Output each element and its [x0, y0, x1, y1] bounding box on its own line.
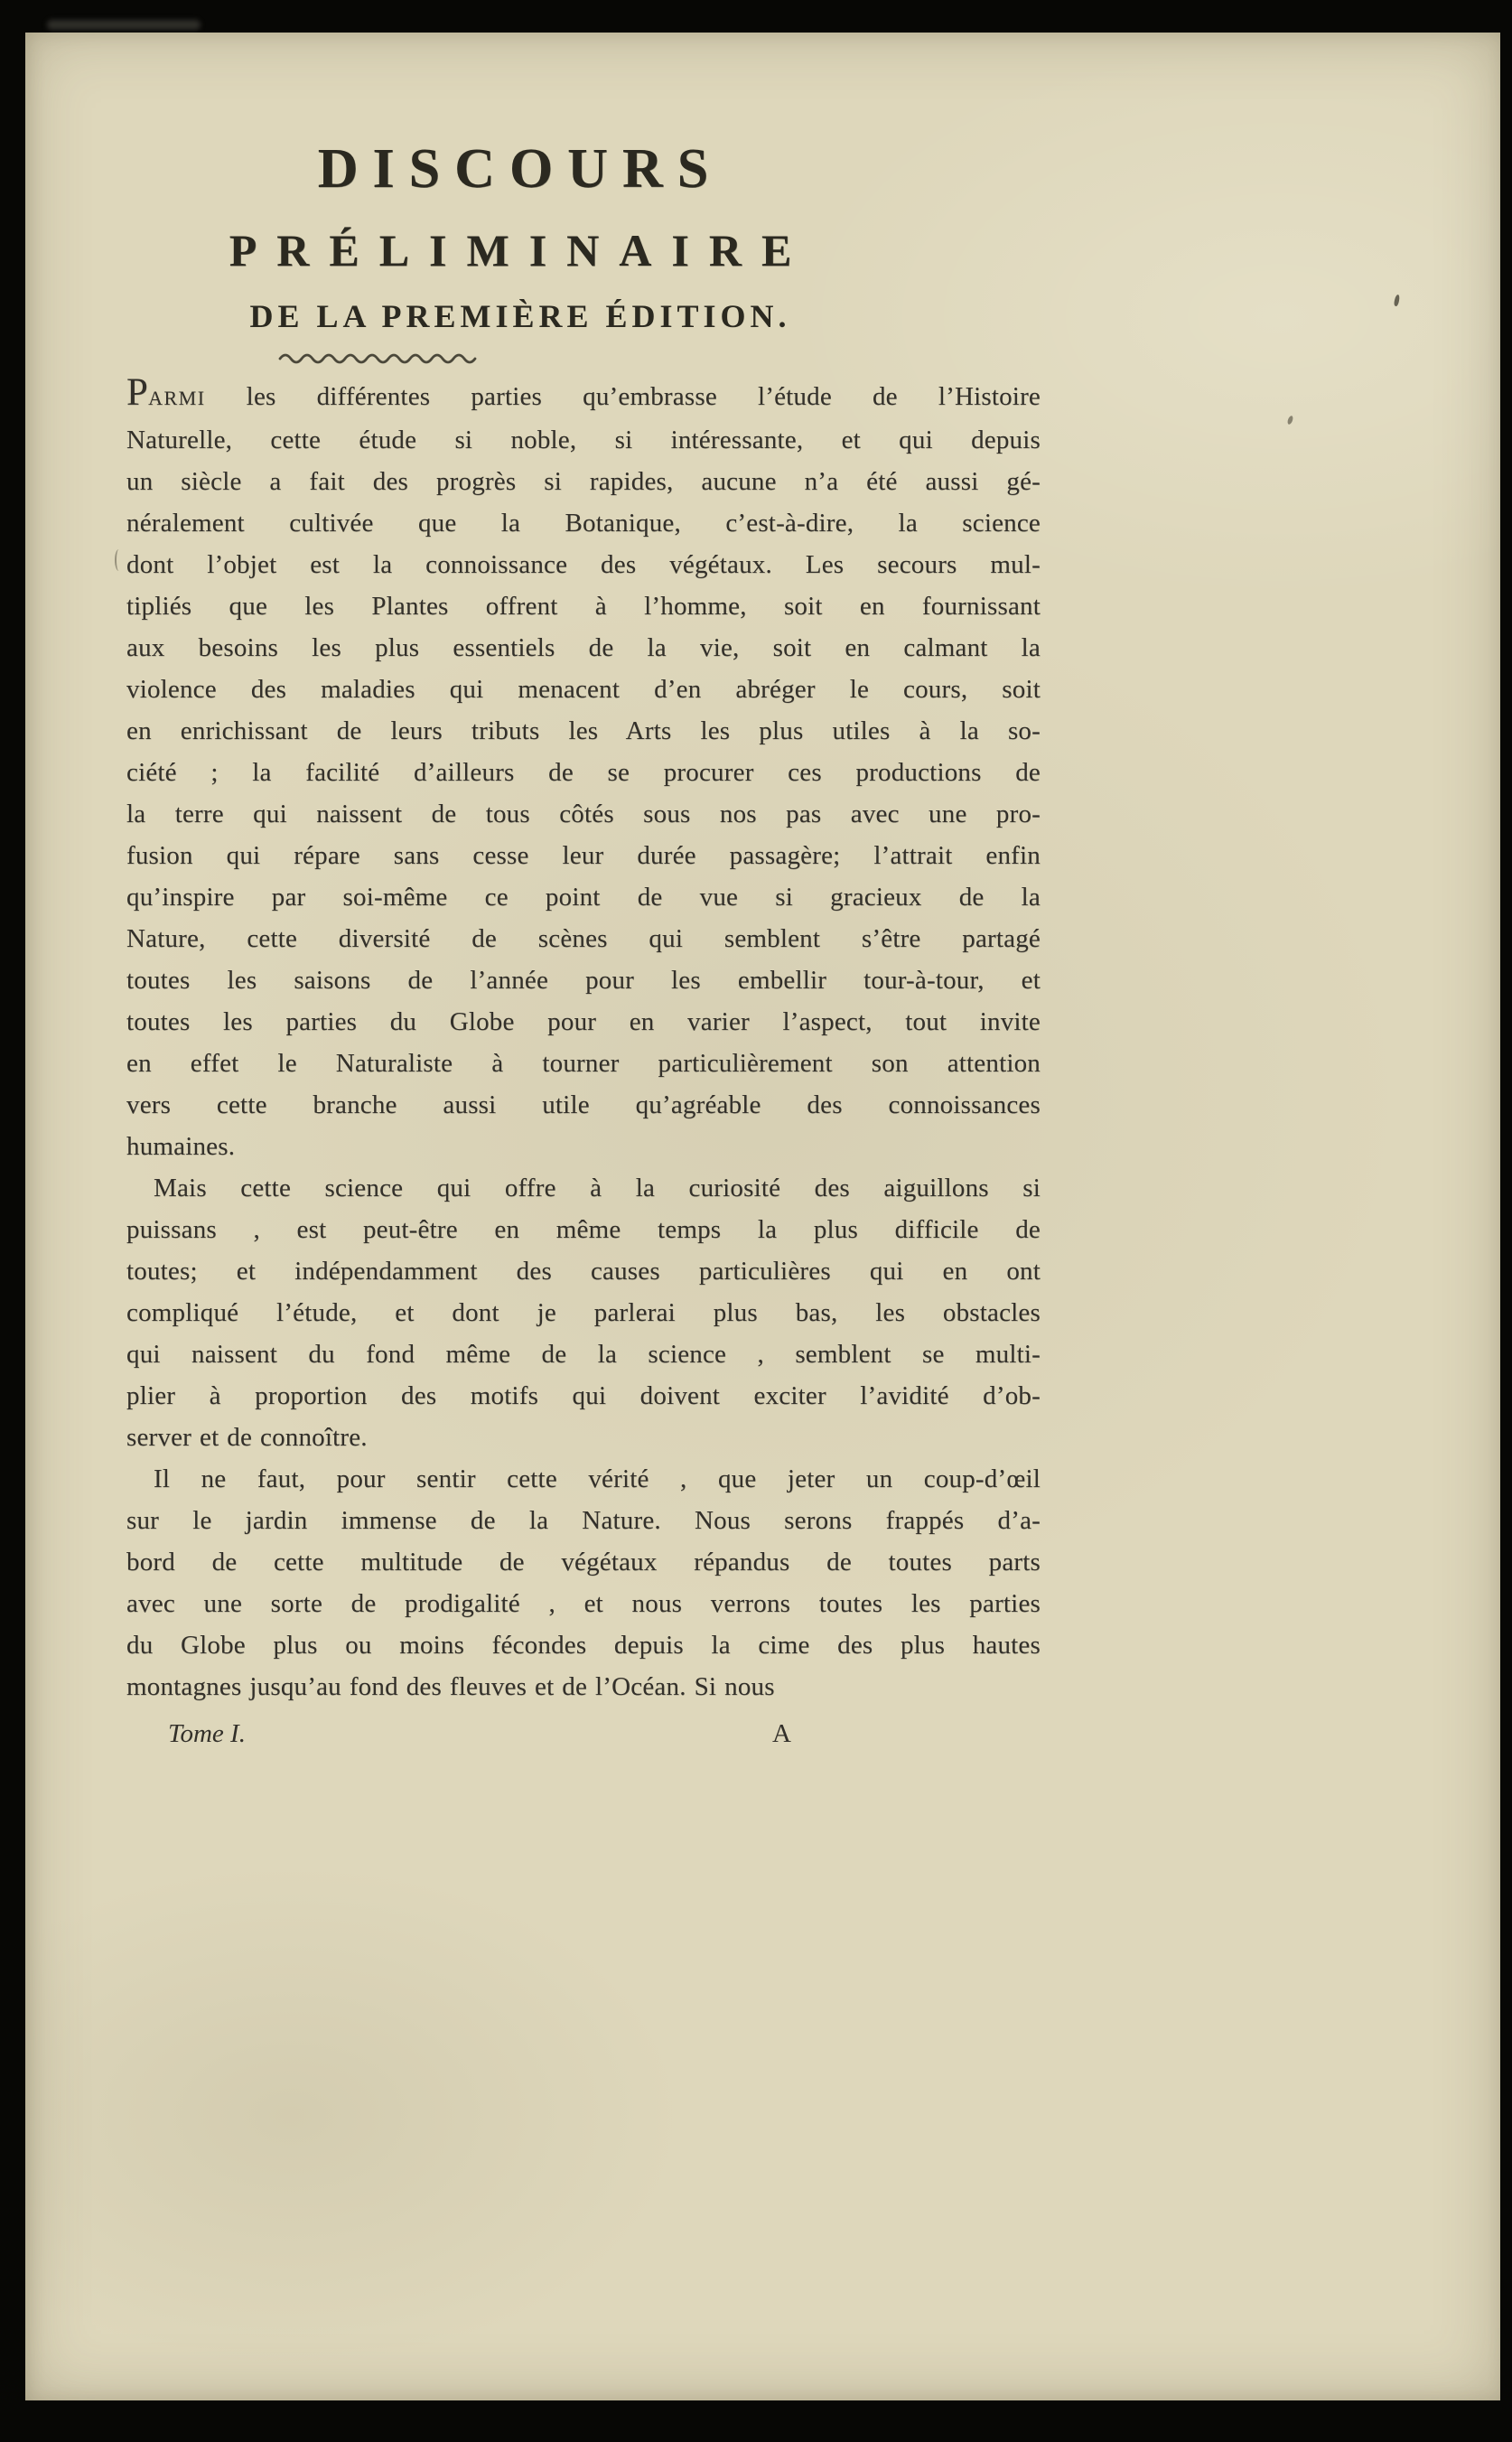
page-title: DISCOURS [317, 138, 723, 200]
page-footer [126, 1713, 1041, 1756]
text-line: aux besoins les plus essentiels de la vie, soit en calmant la [126, 633, 1041, 662]
text-line: un siècle a fait des progrès si rapides, aucune n’a été aussi gé- [126, 467, 1041, 496]
text-line: toutes les saisons de l’année pour les embellir tour-à-tour, et [126, 966, 1041, 995]
scan-smudge [47, 20, 201, 30]
text-line: puissans , est peut-être en même temps la plus difficile de [126, 1215, 1041, 1244]
text-line: Mais cette science qui offre à la curiosité des aiguillons si [154, 1174, 1041, 1202]
signature-mark: A [772, 1719, 791, 1748]
ink-speck [1286, 415, 1293, 425]
paragraph-lines [126, 419, 1041, 1167]
text-line: en effet le Naturaliste à tourner particulièrement son attention [126, 1049, 1041, 1078]
body-text [126, 376, 1041, 1708]
book-page [25, 33, 1500, 2400]
ink-speck [1394, 295, 1401, 307]
text-block [126, 33, 1041, 1756]
text-line: dont l’objet est la connoissance des végétaux. Les secours mul- [126, 550, 1041, 579]
text-line: qu’inspire par soi-même ce point de vue si gracieux de la [126, 883, 1041, 912]
paragraph [126, 1458, 1041, 1708]
small-caps-word: ARMI [148, 387, 206, 409]
text-line: toutes; et indépendamment des causes particulières qui en ont [126, 1257, 1041, 1286]
text-line: en enrichissant de leurs tributs les Arts les plus utiles à la so- [126, 716, 1041, 745]
text-line: du Globe plus ou moins fécondes depuis la cime des plus hautes [126, 1631, 1041, 1660]
text-line: avec une sorte de prodigalité , et nous verrons toutes les parties [126, 1589, 1041, 1618]
text-line: montagnes jusqu’au fond des fleuves et de l’Océan. Si nous [126, 1672, 775, 1701]
ornament-divider [278, 351, 479, 365]
text-line: fusion qui répare sans cesse leur durée passagère; l’attrait enfin [126, 841, 1041, 870]
text-line: violence des maladies qui menacent d’en abréger le cours, soit [126, 675, 1041, 704]
text-line [126, 376, 1041, 419]
text-line: compliqué l’étude, et dont je parlerai plus bas, les obstacles [126, 1298, 1041, 1327]
text-line: vers cette branche aussi utile qu’agréable des connoissances [126, 1090, 1041, 1119]
line-fragment: les différentes parties qu’embrasse l’étude de l’Histoire [205, 382, 1041, 411]
ink-speck [115, 549, 123, 571]
paragraph [126, 376, 1041, 1167]
wavy-rule-icon [278, 351, 479, 365]
drop-cap: P [126, 376, 149, 414]
text-line: plier à proportion des motifs qui doivent exciter l’avidité d’ob- [126, 1381, 1041, 1410]
text-line: bord de cette multitude de végétaux répandus de toutes parts [126, 1548, 1041, 1577]
text-line: Naturelle, cette étude si noble, si intéressante, et qui depuis [126, 426, 1041, 454]
text-line: toutes les parties du Globe pour en varier l’aspect, tout invite [126, 1007, 1041, 1036]
text-line: Nature, cette diversité de scènes qui semblent s’être partagé [126, 924, 1041, 953]
edition-heading: DE LA PREMIÈRE ÉDITION. [249, 298, 791, 334]
text-line: server et de connoître. [126, 1423, 368, 1452]
text-line: tipliés que les Plantes offrent à l’homme, soit en fournissant [126, 592, 1041, 621]
tome-label: Tome I. [168, 1719, 246, 1748]
text-line: néralement cultivée que la Botanique, c’est-à-dire, la science [126, 509, 1041, 538]
page-subtitle: PRÉLIMINAIRE [229, 225, 812, 276]
text-line: humaines. [126, 1132, 236, 1161]
text-line: ciété ; la facilité d’ailleurs de se procurer ces productions de [126, 758, 1041, 787]
paragraph [126, 1167, 1041, 1458]
text-line: sur le jardin immense de la Nature. Nous serons frappés d’a- [126, 1506, 1041, 1535]
text-line: qui naissent du fond même de la science , semblent se multi- [126, 1340, 1041, 1369]
text-line: Il ne faut, pour sentir cette vérité , que jeter un coup-d’œil [154, 1464, 1041, 1493]
text-line: la terre qui naissent de tous côtés sous nos pas avec une pro- [126, 800, 1041, 828]
